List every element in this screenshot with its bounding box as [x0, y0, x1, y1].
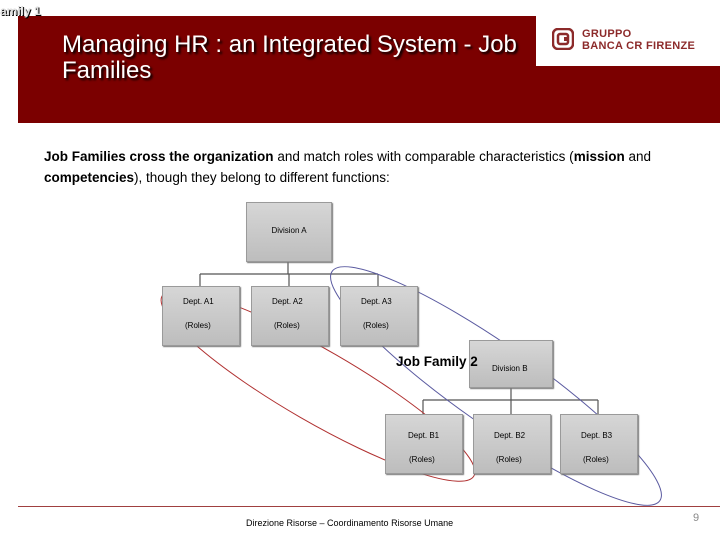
- division-a-label: Division A: [271, 226, 307, 235]
- roles-a1-label: (Roles): [185, 321, 211, 330]
- dept-b1-box: [385, 414, 463, 474]
- footer-divider: [18, 506, 720, 507]
- dept-b2-box: [473, 414, 551, 474]
- dept-b3-box: [560, 414, 638, 474]
- dept-a2-box: [251, 286, 329, 346]
- intro-text-2: and match roles with comparable characteristics (: [273, 149, 574, 164]
- dept-a1-box: [162, 286, 240, 346]
- dept-a3-box: [340, 286, 418, 346]
- dept-a1-label: Dept. A1: [183, 297, 214, 306]
- footer-text: Direzione Risorse – Coordinamento Risorse Umane: [246, 518, 454, 528]
- intro-text-6: ), though they belong to different functions:: [134, 170, 390, 185]
- intro-text-4: and: [624, 149, 651, 164]
- job-family-2-label: Job Family 2: [396, 354, 478, 369]
- roles-a2-label: (Roles): [274, 321, 300, 330]
- slide-title: Managing HR : an Integrated System - Job Families: [62, 31, 517, 84]
- roles-b3-label: (Roles): [583, 455, 609, 464]
- dept-b2-label: Dept. B2: [494, 431, 526, 440]
- dept-b3-label: Dept. B3: [581, 431, 613, 440]
- intro-bold-5: competencies: [44, 170, 135, 185]
- division-b-label: Division B: [492, 364, 528, 373]
- logo-line-1: GRUPPO: [582, 28, 632, 40]
- intro-bold-1: Job Families cross the organization: [44, 149, 274, 164]
- dept-b1-label: Dept. B1: [408, 431, 440, 440]
- roles-b2-label: (Roles): [496, 455, 522, 464]
- division-a-box: [246, 202, 332, 262]
- intro-bold-3: mission: [573, 149, 625, 164]
- dept-a2-label: Dept. A2: [272, 297, 303, 306]
- dept-a3-label: Dept. A3: [361, 297, 392, 306]
- page-number: 9: [693, 512, 700, 524]
- corner-label: amily 1: [0, 4, 41, 18]
- roles-b1-label: (Roles): [409, 455, 435, 464]
- roles-a3-label: (Roles): [363, 321, 389, 330]
- logo-line-2: BANCA CR FIRENZE: [582, 40, 696, 52]
